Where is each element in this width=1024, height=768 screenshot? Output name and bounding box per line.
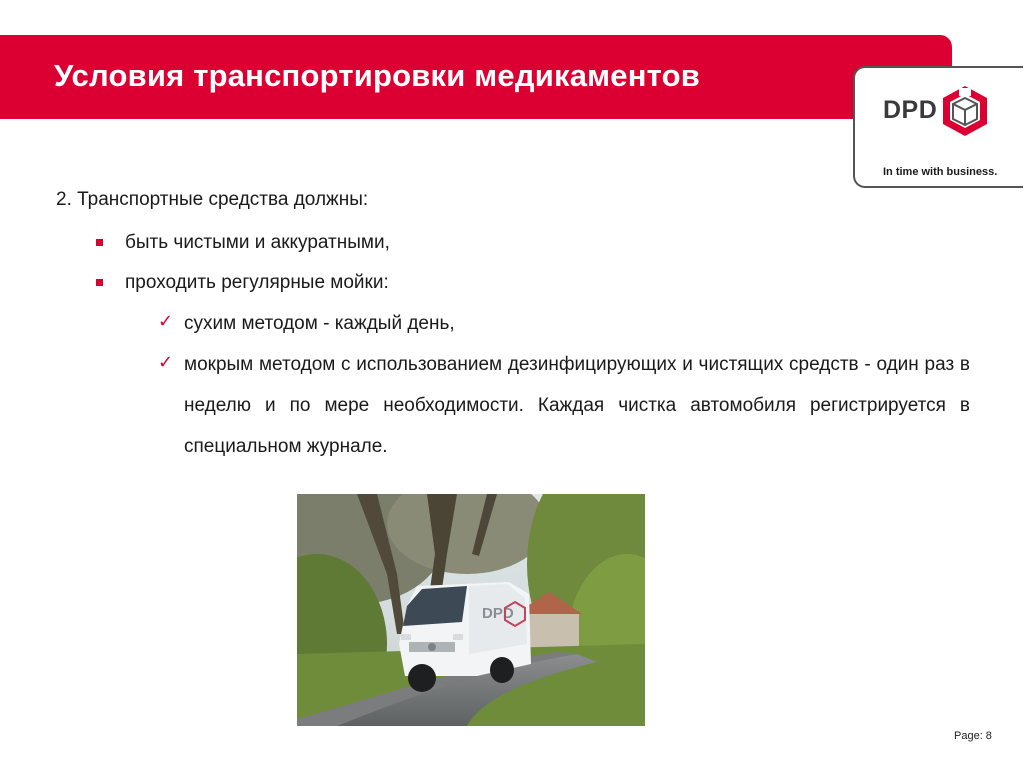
checkmark-icon: ✓ — [158, 311, 174, 331]
bullet-square-icon — [96, 239, 103, 246]
slide-title: Условия транспортировки медикаментов — [54, 58, 700, 93]
bullet-text: быть чистыми и аккуратными, — [125, 232, 390, 253]
dpd-cube-icon — [940, 84, 990, 138]
check-text: сухим методом - каждый день, — [184, 313, 455, 334]
intro-text: 2. Транспортные средства должны: — [56, 189, 369, 210]
bullet-square-icon — [96, 279, 103, 286]
svg-text:DPD: DPD — [482, 605, 514, 622]
logo-tagline: In time with business. — [883, 166, 998, 178]
checkmark-icon: ✓ — [158, 352, 174, 372]
logo-wordmark: DPD — [883, 96, 938, 124]
van-photo — [297, 494, 645, 726]
dpd-logo — [853, 66, 1023, 188]
bullet-text: проходить регулярные мойки: — [125, 272, 389, 293]
page-number: Page: 8 — [954, 730, 992, 742]
check-paragraph: мокрым методом с использованием дезинфицирующих и чистящих средств - один раз в неделю и по мере необходимости. Каждая чистка автомобиля регистрируется в специальном журнале. — [184, 354, 970, 457]
